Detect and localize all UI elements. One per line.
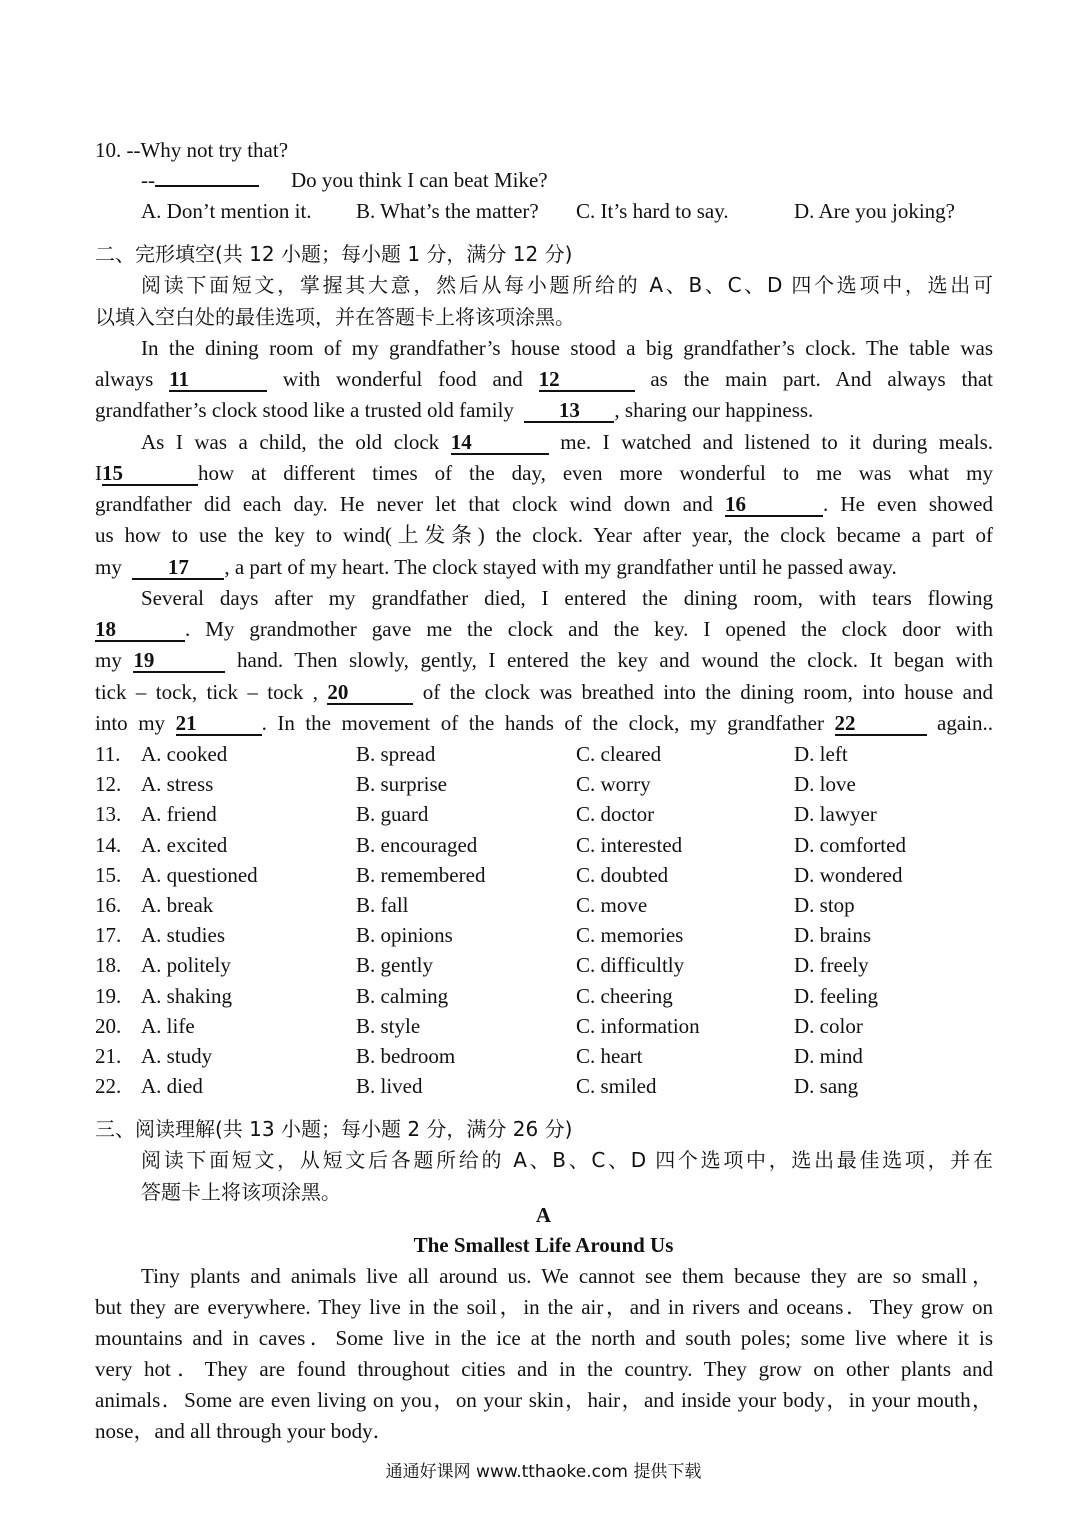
blank-11: 11 — [169, 368, 267, 392]
option-number: 17. — [95, 923, 122, 948]
option-d: D. color — [794, 1013, 863, 1038]
passage-line — [95, 678, 993, 706]
blank-17: 17 — [132, 556, 224, 580]
option-d: D. freely — [794, 953, 869, 978]
option-d: D. feeling — [794, 983, 878, 1008]
option-number: 20. — [95, 1013, 122, 1038]
option-c: C. smiled — [576, 1074, 657, 1099]
passage-line — [95, 490, 993, 518]
option-b: B. encouraged — [356, 832, 478, 857]
option-row — [95, 739, 995, 769]
text: always — [95, 367, 154, 391]
option-number: 14. — [95, 832, 122, 857]
option-c: C. interested — [576, 832, 683, 857]
blank-21: 21 — [176, 712, 262, 736]
blank-22: 22 — [835, 712, 927, 736]
option-c: C. doctor — [576, 802, 655, 827]
passage-line — [95, 709, 993, 737]
option-d: D. mind — [794, 1044, 863, 1068]
option-row — [95, 1041, 995, 1071]
option-number: 22. — [95, 1074, 122, 1099]
passage-line — [95, 459, 993, 487]
section-2-instructions-line-2: 以填入空白处的最佳选项，并在答题卡上将该项涂黑。 — [95, 305, 575, 329]
answer-blank — [155, 185, 259, 187]
option-a: A. stress — [141, 772, 214, 797]
blank-19: 19 — [133, 649, 225, 673]
text: , a part of my heart. The clock stayed with my grandfather until he passed away. — [224, 555, 897, 579]
option-a: A. politely — [141, 953, 231, 978]
option-a: A. break — [141, 893, 214, 917]
passage-line — [95, 396, 813, 424]
text: , sharing our happiness. — [614, 398, 814, 422]
blank-16: 16 — [725, 493, 823, 517]
blank-12: 12 — [539, 368, 635, 392]
text: again.. — [937, 711, 994, 735]
option-c: C. cheering — [576, 983, 673, 1008]
text: I — [95, 461, 102, 485]
passage-line — [95, 646, 993, 674]
option-d: D. left — [794, 742, 848, 766]
text: how at different times of the day, even more wonderful to me was what my — [198, 461, 993, 485]
text: As I was a child, the old clock — [141, 430, 440, 454]
text: me. I watched and listened to it during meals. — [560, 430, 993, 454]
option-b: B. style — [356, 1013, 421, 1038]
article-line: very hot．They are found throughout cities and in the country. They grow on other plants and — [95, 1357, 993, 1381]
option-c: C. memories — [576, 923, 684, 948]
option-c: C. move — [576, 893, 648, 917]
option-c: C. doubted — [576, 862, 669, 887]
option-row — [95, 890, 995, 920]
text: . He even showed — [823, 492, 993, 516]
blank-15: 15 — [102, 462, 198, 486]
option-row — [95, 860, 995, 890]
option-row — [95, 1011, 995, 1041]
text: of the clock was breathed into the dining room, into house and — [422, 680, 993, 704]
article-line: Tiny plants and animals live all around us. We cannot see them because they are so small， — [141, 1264, 993, 1288]
passage-line — [95, 615, 993, 643]
option-b: B. fall — [356, 893, 409, 917]
option-b: B. remembered — [356, 862, 486, 887]
section-3-instructions-line-1: 阅读下面短文，从短文后各题所给的 A、B、C、D 四个选项中，选出最佳选项，并在 — [141, 1148, 993, 1172]
option-c: C. difficultly — [576, 953, 685, 978]
q10-option-a: A. Don’t mention it. — [141, 199, 312, 223]
question-10-stem: 10. --Why not try that? — [95, 138, 289, 162]
passage-line — [95, 553, 897, 581]
option-b: B. spread — [356, 742, 436, 766]
option-number: 13. — [95, 802, 122, 827]
option-d: D. brains — [794, 923, 871, 948]
option-a: A. studies — [141, 923, 225, 948]
blank-13: 13 — [524, 399, 614, 423]
option-a: A. friend — [141, 802, 217, 827]
option-number: 12. — [95, 772, 122, 797]
passage-letter: A — [535, 1203, 552, 1227]
option-d: D. stop — [794, 893, 855, 917]
option-row — [95, 950, 995, 980]
page-footer: 通通好课网 www.tthaoke.com 提供下载 — [385, 1462, 702, 1482]
option-c: C. worry — [576, 772, 651, 797]
article-line: animals．Some are even living on you，on your skin，hair，and inside your body，in your mouth， — [95, 1388, 993, 1412]
q10-option-d: D. Are you joking? — [794, 199, 955, 223]
option-number: 18. — [95, 953, 122, 978]
option-a: A. cooked — [141, 742, 228, 766]
option-c: C. cleared — [576, 742, 662, 766]
question-10-reply — [141, 166, 548, 194]
option-d: D. comforted — [794, 832, 906, 857]
option-a: A. died — [141, 1074, 203, 1099]
section-2-instructions-line-1: 阅读下面短文，掌握其大意，然后从每小题所给的 A、B、C、D 四个选项中，选出可 — [141, 273, 993, 297]
passage-title: The Smallest Life Around Us — [413, 1233, 674, 1257]
option-b: B. surprise — [356, 772, 447, 797]
text: tick – tock, tick – tock , — [95, 680, 319, 704]
option-c: C. information — [576, 1013, 700, 1038]
article-line: nose，and all through your body． — [95, 1419, 394, 1443]
option-row — [95, 920, 995, 950]
passage-line — [141, 428, 993, 456]
option-number: 21. — [95, 1044, 122, 1068]
reply-dash: -- — [141, 168, 155, 192]
option-number: 19. — [95, 983, 122, 1008]
option-number: 16. — [95, 893, 122, 917]
option-b: B. bedroom — [356, 1044, 456, 1068]
q10-option-c: C. It’s hard to say. — [576, 199, 729, 223]
text: . In the movement of the hands of the clock, my grandfather — [261, 711, 824, 735]
section-3-instructions-line-2: 答题卡上将该项涂黑。 — [141, 1180, 341, 1204]
reply-text: Do you think I can beat Mike? — [291, 168, 548, 192]
text: my — [95, 555, 122, 579]
article-line: but they are everywhere. They live in the soil，in the air，and in rivers and oceans．They grow on — [95, 1295, 993, 1319]
option-d: D. sang — [794, 1074, 859, 1099]
option-b: B. lived — [356, 1074, 423, 1099]
section-3-heading: 三、阅读理解(共 13 小题；每小题 2 分，满分 26 分) — [95, 1117, 573, 1141]
text: . My grandmother gave me the clock and the key. I opened the clock door with — [185, 617, 993, 641]
option-b: B. guard — [356, 802, 429, 827]
option-a: A. excited — [141, 832, 228, 857]
text: grandfather’s clock stood like a trusted old family — [95, 398, 514, 422]
text: hand. Then slowly, gently, I entered the key and wound the clock. It began with — [237, 648, 994, 672]
passage-line: In the dining room of my grandfather’s house stood a big grandfather’s clock. The table was — [141, 336, 993, 360]
text: grandfather did each day. He never let that clock wind down and — [95, 492, 713, 516]
option-a: A. life — [141, 1013, 195, 1038]
option-number: 15. — [95, 862, 122, 887]
option-c: C. heart — [576, 1044, 643, 1068]
option-row — [95, 981, 995, 1011]
option-row — [95, 799, 995, 829]
option-number: 11. — [95, 742, 121, 766]
option-row — [95, 769, 995, 799]
option-d: D. love — [794, 772, 856, 797]
option-a: A. shaking — [141, 983, 232, 1008]
option-d: D. lawyer — [794, 802, 877, 827]
text: into my — [95, 711, 166, 735]
option-row — [95, 830, 995, 860]
blank-14: 14 — [451, 431, 549, 455]
passage-line: us how to use the key to wind(上发条) the clock. Year after year, the clock became a part of — [95, 523, 993, 547]
option-a: A. study — [141, 1044, 213, 1068]
text: my — [95, 648, 122, 672]
passage-line: Several days after my grandfather died, I entered the dining room, with tears flowing — [141, 586, 993, 610]
blank-20: 20 — [327, 681, 413, 705]
option-b: B. calming — [356, 983, 449, 1008]
option-a: A. questioned — [141, 862, 258, 887]
option-b: B. opinions — [356, 923, 453, 948]
article-line: mountains and in caves．Some live in the ice at the north and south poles; some live where it is — [95, 1326, 993, 1350]
blank-18: 18 — [95, 618, 185, 642]
text: as the main part. And always that — [650, 367, 993, 391]
section-2-heading: 二、完形填空(共 12 小题；每小题 1 分，满分 12 分) — [95, 242, 573, 266]
text: with wonderful food and — [282, 367, 523, 391]
passage-line — [95, 365, 993, 393]
option-d: D. wondered — [794, 862, 903, 887]
option-b: B. gently — [356, 953, 433, 978]
q10-option-b: B. What’s the matter? — [356, 199, 539, 223]
option-row — [95, 1071, 995, 1101]
